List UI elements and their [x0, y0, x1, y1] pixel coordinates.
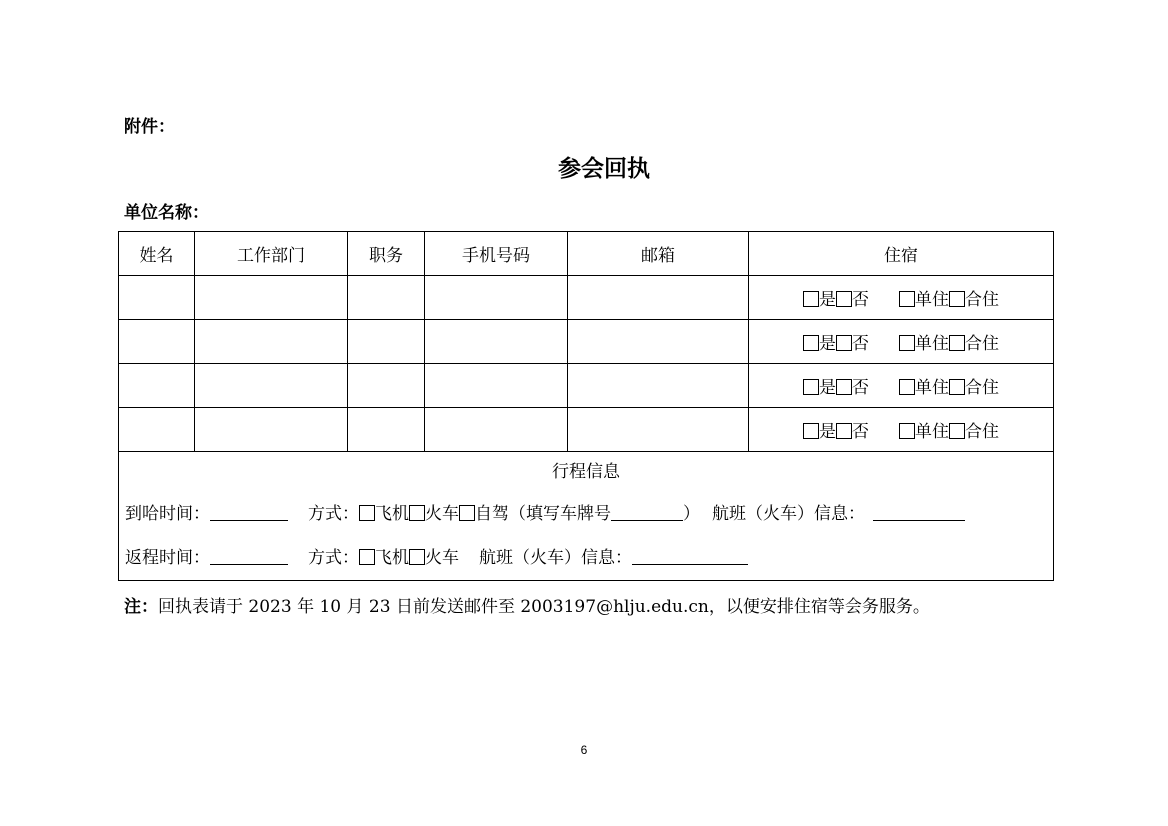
lodging-no-label: 否 — [852, 334, 869, 354]
unit-name-label: 单位名称： — [124, 203, 209, 223]
arrival-drive-label: 自驾 — [475, 504, 509, 524]
phone-cell[interactable] — [425, 408, 568, 452]
lodging-cell — [749, 320, 1054, 364]
arrival-train-label: 火车 — [425, 504, 459, 524]
arrival-time-label: 到哈时间： — [125, 504, 210, 524]
email-cell[interactable] — [568, 276, 749, 320]
header-lodging: 住宿 — [749, 232, 1054, 276]
return-train-checkbox[interactable] — [409, 549, 425, 565]
lodging-no-checkbox[interactable] — [836, 335, 852, 351]
arrival-train-checkbox[interactable] — [409, 505, 425, 521]
header-position: 职务 — [348, 232, 425, 276]
lodging-single-checkbox[interactable] — [899, 335, 915, 351]
table-row — [119, 408, 1054, 452]
table-row — [119, 320, 1054, 364]
return-train-label: 火车 — [425, 548, 459, 568]
page-number: 6 — [580, 743, 588, 757]
itinerary-title: 行程信息 — [552, 462, 620, 482]
plate-number-field[interactable] — [611, 504, 683, 521]
arrival-drive-checkbox[interactable] — [459, 505, 475, 521]
lodging-single-checkbox[interactable] — [899, 379, 915, 395]
arrival-method-label: 方式： — [308, 504, 359, 524]
lodging-no-label: 否 — [852, 378, 869, 398]
plate-number-label: （填写车牌号 — [509, 504, 611, 524]
arrival-plane-checkbox[interactable] — [359, 505, 375, 521]
lodging-cell — [749, 364, 1054, 408]
position-cell[interactable] — [348, 364, 425, 408]
registration-table — [118, 231, 1054, 581]
email-cell[interactable] — [568, 364, 749, 408]
header-phone: 手机号码 — [425, 232, 568, 276]
arrival-flight-field[interactable] — [873, 504, 965, 521]
lodging-yes-label: 是 — [819, 290, 836, 310]
email-cell[interactable] — [568, 408, 749, 452]
lodging-single-checkbox[interactable] — [899, 291, 915, 307]
lodging-shared-label: 合住 — [965, 422, 999, 442]
lodging-yes-label: 是 — [819, 378, 836, 398]
lodging-yes-checkbox[interactable] — [803, 335, 819, 351]
lodging-shared-checkbox[interactable] — [949, 291, 965, 307]
footnote-label: 注： — [124, 597, 158, 617]
itinerary-row — [119, 452, 1054, 581]
position-cell[interactable] — [348, 276, 425, 320]
lodging-no-label: 否 — [852, 422, 869, 442]
name-cell[interactable] — [119, 364, 195, 408]
plate-number-close: ） — [683, 504, 700, 524]
lodging-yes-checkbox[interactable] — [803, 423, 819, 439]
position-cell[interactable] — [348, 320, 425, 364]
lodging-no-label: 否 — [852, 290, 869, 310]
lodging-no-checkbox[interactable] — [836, 423, 852, 439]
return-time-field[interactable] — [210, 548, 288, 565]
table-row — [119, 364, 1054, 408]
department-cell[interactable] — [195, 364, 348, 408]
arrival-time-field[interactable] — [210, 504, 288, 521]
footnote-text: 回执表请于 2023 年 10 月 23 日前发送邮件至 2003197@hlju.edu.cn，以便安排住宿等会务服务。 — [158, 597, 930, 617]
return-flight-label: 航班（火车）信息： — [479, 548, 632, 568]
lodging-no-checkbox[interactable] — [836, 291, 852, 307]
table-row — [119, 276, 1054, 320]
lodging-shared-label: 合住 — [965, 334, 999, 354]
lodging-single-label: 单住 — [915, 334, 949, 354]
table-header-row — [119, 232, 1054, 276]
arrival-line — [119, 492, 1053, 536]
phone-cell[interactable] — [425, 320, 568, 364]
return-plane-label: 飞机 — [375, 548, 409, 568]
lodging-single-checkbox[interactable] — [899, 423, 915, 439]
name-cell[interactable] — [119, 408, 195, 452]
attachment-label: 附件： — [124, 117, 175, 137]
return-flight-field[interactable] — [632, 548, 748, 565]
header-email: 邮箱 — [568, 232, 749, 276]
position-cell[interactable] — [348, 408, 425, 452]
lodging-shared-label: 合住 — [965, 378, 999, 398]
return-plane-checkbox[interactable] — [359, 549, 375, 565]
page-title: 参会回执 — [558, 156, 650, 182]
lodging-no-checkbox[interactable] — [836, 379, 852, 395]
phone-cell[interactable] — [425, 276, 568, 320]
lodging-shared-label: 合住 — [965, 290, 999, 310]
lodging-yes-checkbox[interactable] — [803, 379, 819, 395]
lodging-yes-label: 是 — [819, 334, 836, 354]
name-cell[interactable] — [119, 320, 195, 364]
department-cell[interactable] — [195, 276, 348, 320]
department-cell[interactable] — [195, 408, 348, 452]
lodging-single-label: 单住 — [915, 378, 949, 398]
phone-cell[interactable] — [425, 364, 568, 408]
arrival-flight-label: 航班（火车）信息： — [712, 504, 865, 524]
department-cell[interactable] — [195, 320, 348, 364]
return-line — [119, 536, 1053, 580]
lodging-shared-checkbox[interactable] — [949, 423, 965, 439]
footnote — [124, 592, 930, 617]
lodging-single-label: 单住 — [915, 422, 949, 442]
header-name: 姓名 — [119, 232, 195, 276]
name-cell[interactable] — [119, 276, 195, 320]
email-cell[interactable] — [568, 320, 749, 364]
lodging-single-label: 单住 — [915, 290, 949, 310]
itinerary-section — [119, 452, 1054, 581]
header-department: 工作部门 — [195, 232, 348, 276]
lodging-cell — [749, 276, 1054, 320]
return-time-label: 返程时间： — [125, 548, 210, 568]
lodging-cell — [749, 408, 1054, 452]
arrival-plane-label: 飞机 — [375, 504, 409, 524]
lodging-yes-checkbox[interactable] — [803, 291, 819, 307]
return-method-label: 方式： — [308, 548, 359, 568]
lodging-shared-checkbox[interactable] — [949, 335, 965, 351]
lodging-yes-label: 是 — [819, 422, 836, 442]
lodging-shared-checkbox[interactable] — [949, 379, 965, 395]
